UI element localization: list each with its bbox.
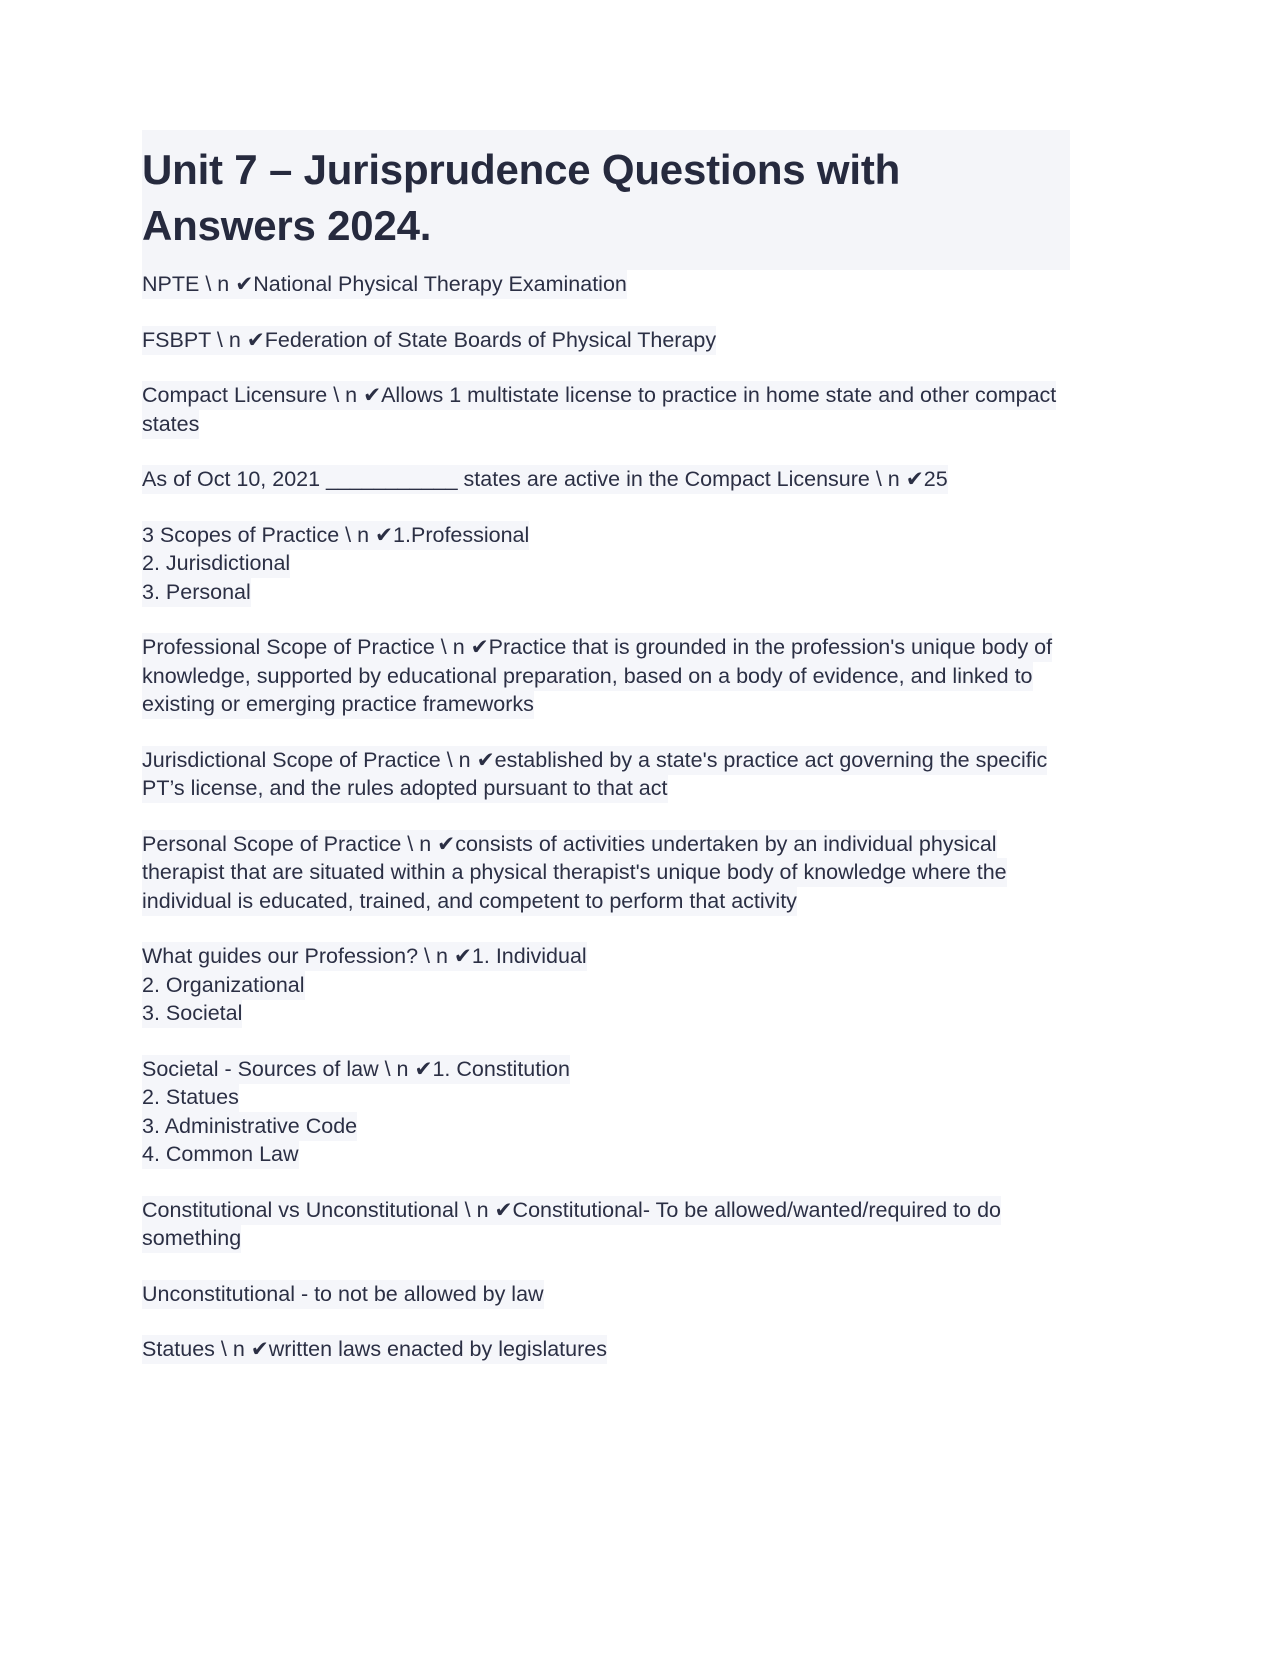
text-line [142,1335,1070,1364]
highlighted-text-run: 3 Scopes of Practice \ n ✔1.Professional [142,521,529,550]
page-title: Unit 7 – Jurisprudence Questions with Answers 2024. [142,130,1070,270]
text-line [142,381,1070,438]
text-line [142,465,1070,494]
text-line [142,578,1070,607]
paragraph-what-guides-our-profession [142,942,1070,1028]
text-line [142,1083,1070,1112]
paragraph-three-scopes-of-practice [142,521,1070,607]
paragraph-compact-states-count [142,465,1070,494]
text-line [142,326,1070,355]
text-line [142,942,1070,971]
highlighted-text-run: As of Oct 10, 2021 ___________ states are active in the Compact Licensure \ n ✔25 [142,465,948,494]
highlighted-text-run: Personal Scope of Practice \ n ✔consists of activities undertaken by an individual physical therapist that are situated within a physical therapist's unique body of knowledge where the individual is educated, trained, and competent to perform that activity [142,830,1007,916]
page-bottom-spacer [142,1364,1070,1604]
highlighted-text-run: 3. Personal [142,578,251,607]
paragraph-compact-licensure [142,381,1070,438]
highlighted-text-run: 2. Organizational [142,971,305,1000]
highlighted-text-run: 3. Administrative Code [142,1112,357,1141]
text-line [142,1140,1070,1169]
text-line [142,549,1070,578]
highlighted-text-run: Constitutional vs Unconstitutional \ n ✔Constitutional- To be allowed/wanted/required to do something [142,1196,1001,1254]
highlighted-text-run: Statues \ n ✔written laws enacted by legislatures [142,1335,607,1364]
text-line [142,1196,1070,1253]
highlighted-text-run: 4. Common Law [142,1140,299,1169]
highlighted-text-run: Professional Scope of Practice \ n ✔Practice that is grounded in the profession's unique body of knowledge, supported by educational preparation, based on a body of evidence, and linked to existing or emerging practice frameworks [142,633,1052,719]
highlighted-text-run: Jurisdictional Scope of Practice \ n ✔established by a state's practice act governing the specific PT’s license, and the rules adopted pursuant to that act [142,746,1047,804]
text-line [142,1055,1070,1084]
highlighted-text-run: NPTE \ n ✔National Physical Therapy Examination [142,270,627,299]
text-line [142,830,1070,916]
highlighted-text-run: 2. Statues [142,1083,239,1112]
paragraph-jurisdictional-scope [142,746,1070,803]
text-line [142,521,1070,550]
paragraph-statues [142,1335,1070,1364]
paragraph-personal-scope [142,830,1070,916]
text-line [142,1112,1070,1141]
highlighted-text-run: What guides our Profession? \ n ✔1. Individual [142,942,587,971]
text-line [142,1280,1070,1309]
paragraph-constitutional-vs-unconstitutional [142,1196,1070,1253]
highlighted-text-run: Societal - Sources of law \ n ✔1. Constitution [142,1055,570,1084]
text-line [142,746,1070,803]
text-line [142,999,1070,1028]
text-line [142,270,1070,299]
highlighted-text-run: 2. Jurisdictional [142,549,290,578]
highlighted-text-run: Compact Licensure \ n ✔Allows 1 multistate license to practice in home state and other compact states [142,381,1056,439]
text-line [142,633,1070,719]
document-body [142,270,1070,1364]
highlighted-text-run: Unconstitutional - to not be allowed by law [142,1280,544,1309]
paragraph-npte [142,270,1070,299]
highlighted-text-run: FSBPT \ n ✔Federation of State Boards of Physical Therapy [142,326,716,355]
text-line [142,971,1070,1000]
highlighted-text-run: 3. Societal [142,999,242,1028]
paragraph-professional-scope [142,633,1070,719]
paragraph-fsbpt [142,326,1070,355]
paragraph-societal-sources-of-law [142,1055,1070,1169]
paragraph-unconstitutional [142,1280,1070,1309]
